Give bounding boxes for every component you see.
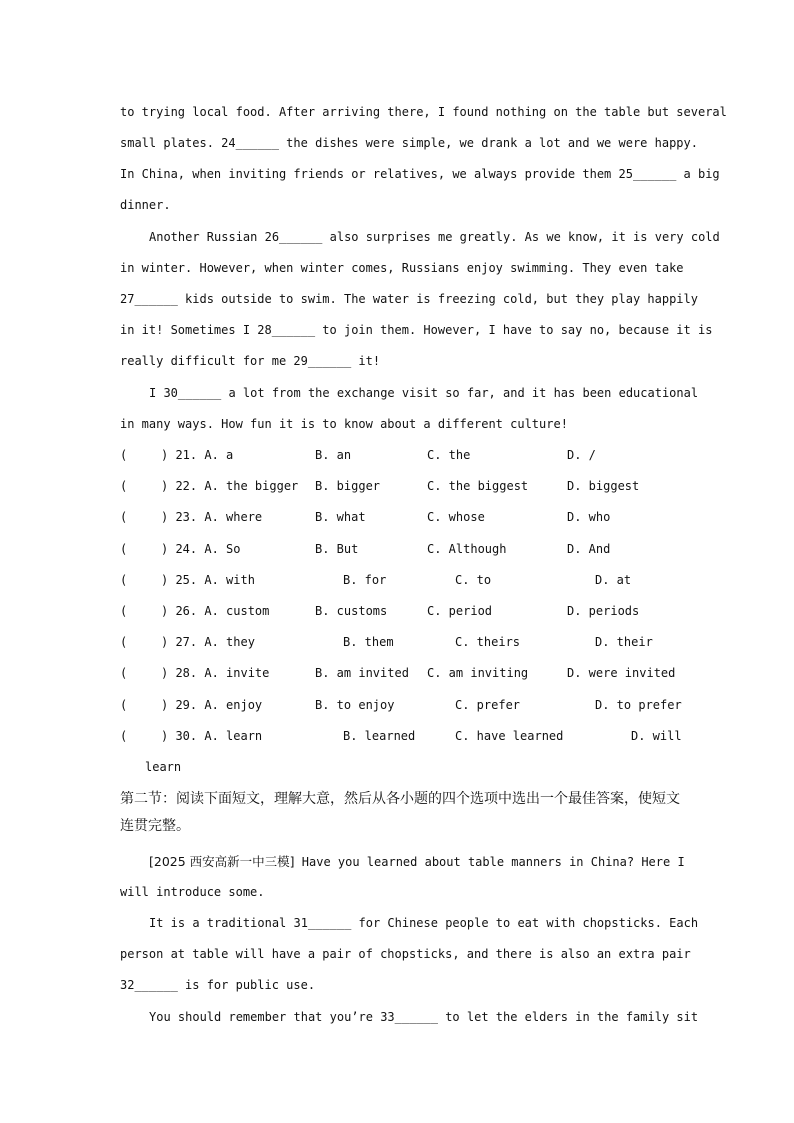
question-30 — [120, 721, 680, 752]
option-c: C. am inviting — [427, 666, 529, 680]
question-21 — [120, 440, 680, 471]
question-24 — [120, 534, 680, 565]
answer-paren[interactable]: ( — [120, 729, 128, 743]
option-b: B. to enjoy — [315, 698, 395, 712]
answer-paren[interactable]: ( — [120, 573, 128, 587]
answer-paren[interactable]: ( — [120, 542, 128, 556]
question-26 — [120, 596, 680, 627]
option-b: B. what — [315, 510, 366, 524]
option-d: D. at — [595, 573, 632, 587]
option-b: B. customs — [315, 604, 388, 618]
section-2-paragraph-2 — [120, 908, 699, 1001]
option-d: D. biggest — [567, 479, 640, 493]
option-b: B. an — [315, 448, 352, 462]
answer-paren[interactable]: ( — [120, 479, 128, 493]
text-line: I 30______ a lot from the exchange visit so far, and it has been educational — [149, 386, 699, 400]
option-b: B. bigger — [315, 479, 381, 493]
option-d: D. / — [567, 448, 596, 462]
question-stem: ) 23. A. where — [161, 510, 263, 524]
option-d: D. who — [567, 510, 611, 524]
text-line: person at table will have a pair of chopsticks, and there is also an extra pair — [120, 947, 691, 961]
option-c: C. to — [455, 573, 492, 587]
text-line: to trying local food. After arriving there, I found nothing on the table but several — [120, 105, 727, 119]
option-d: D. will — [631, 729, 682, 743]
option-d-continued: learn — [145, 760, 182, 774]
question-stem: ) 26. A. custom — [161, 604, 270, 618]
question-23 — [120, 502, 680, 533]
option-c: C. the — [427, 448, 471, 462]
question-stem: ) 21. A. a — [161, 448, 234, 462]
option-c: C. have learned — [455, 729, 564, 743]
option-d: D. to prefer — [595, 698, 682, 712]
text-line: will introduce some. — [120, 885, 265, 899]
text-line: In China, when inviting friends or relatives, we always provide them 25______ a big — [120, 167, 720, 181]
paragraph-3 — [120, 378, 699, 440]
option-c: C. period — [427, 604, 493, 618]
text-line — [120, 846, 685, 877]
paragraph-2 — [120, 222, 720, 377]
option-b: B. them — [343, 635, 394, 649]
question-stem: ) 25. A. with — [161, 573, 255, 587]
text-line: It is a traditional 31______ for Chinese people to eat with chopsticks. Each — [149, 916, 699, 930]
text-line: 32______ is for public use. — [120, 978, 316, 992]
answer-paren[interactable]: ( — [120, 635, 128, 649]
option-c: C. theirs — [455, 635, 521, 649]
question-stem: ) 29. A. enjoy — [161, 698, 263, 712]
option-d: D. their — [595, 635, 653, 649]
section-2-instruction — [120, 786, 680, 840]
option-b: B. But — [315, 542, 359, 556]
question-29 — [120, 690, 680, 721]
text-line: small plates. 24______ the dishes were simple, we drank a lot and we were happy. — [120, 136, 698, 150]
text-line: You should remember that you’re 33______ to let the elders in the family sit — [149, 1010, 699, 1024]
text-run: Have you learned about table manners in China? Here I — [294, 855, 685, 869]
text-line: in it! Sometimes I 28______ to join them. However, I have to say no, because it is — [120, 323, 713, 337]
option-b: B. am invited — [315, 666, 409, 680]
option-c: C. the biggest — [427, 479, 529, 493]
question-25 — [120, 565, 680, 596]
option-d: D. periods — [567, 604, 640, 618]
option-c: C. Although — [427, 542, 507, 556]
question-22 — [120, 471, 680, 502]
section-2-paragraph-1 — [120, 846, 685, 908]
section-2-paragraph-3 — [120, 1002, 699, 1033]
source-tag: [2025 西安高新一中三模] — [149, 854, 295, 869]
paragraph-1 — [120, 97, 727, 221]
question-stem: ) 28. A. invite — [161, 666, 270, 680]
option-c: C. whose — [427, 510, 485, 524]
text-line: in many ways. How fun it is to know about a different culture! — [120, 417, 568, 431]
question-27 — [120, 627, 680, 658]
answer-paren[interactable]: ( — [120, 604, 128, 618]
instruction-line: 连贯完整。 — [120, 818, 190, 834]
answer-paren[interactable]: ( — [120, 666, 128, 680]
text-line: dinner. — [120, 198, 171, 212]
answer-paren[interactable]: ( — [120, 448, 128, 462]
option-b: B. learned — [343, 729, 416, 743]
option-b: B. for — [343, 573, 387, 587]
answer-paren[interactable]: ( — [120, 510, 128, 524]
question-30-wrap — [145, 752, 245, 783]
question-stem: ) 27. A. they — [161, 635, 255, 649]
text-line: 27______ kids outside to swim. The water is freezing cold, but they play happily — [120, 292, 698, 306]
option-c: C. prefer — [455, 698, 521, 712]
question-stem: ) 24. A. So — [161, 542, 241, 556]
option-d: D. were invited — [567, 666, 676, 680]
answer-paren[interactable]: ( — [120, 698, 128, 712]
text-line: Another Russian 26______ also surprises me greatly. As we know, it is very cold — [149, 230, 720, 244]
text-line: really difficult for me 29______ it! — [120, 354, 381, 368]
question-28 — [120, 658, 680, 689]
option-d: D. And — [567, 542, 611, 556]
question-stem: ) 30. A. learn — [161, 729, 263, 743]
text-line: in winter. However, when winter comes, Russians enjoy swimming. They even take — [120, 261, 684, 275]
instruction-line: 第二节：阅读下面短文，理解大意，然后从各小题的四个选项中选出一个最佳答案，使短文 — [120, 791, 680, 807]
question-stem: ) 22. A. the bigger — [161, 479, 299, 493]
